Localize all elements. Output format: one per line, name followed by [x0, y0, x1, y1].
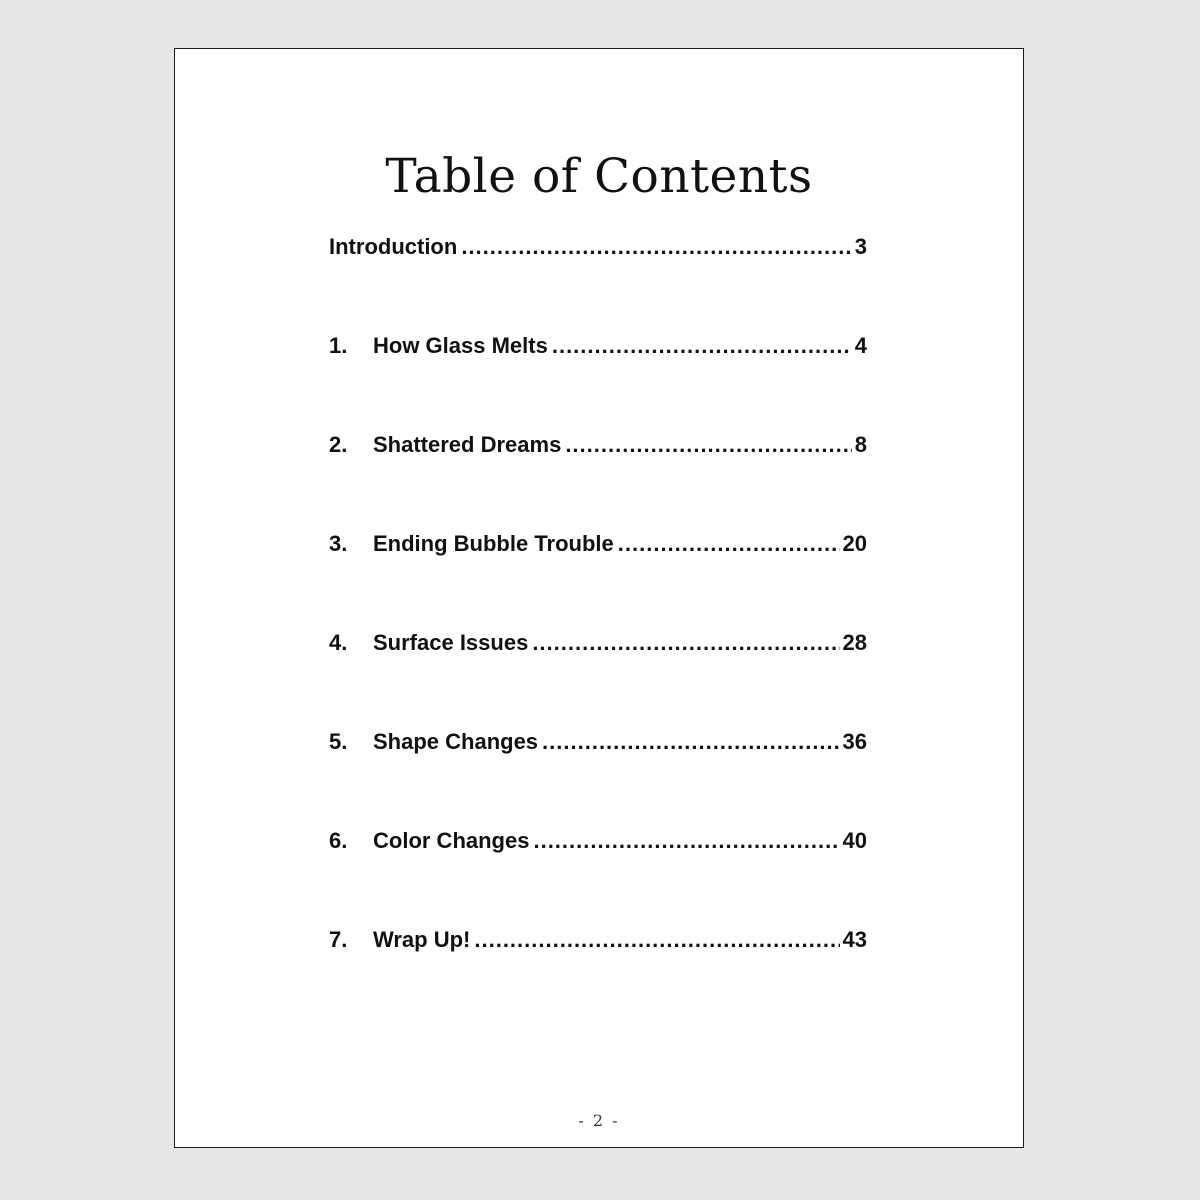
- page-title: Table of Contents: [385, 149, 813, 204]
- toc-entry-number: 4.: [329, 630, 348, 655]
- toc-dot-leader: [461, 227, 851, 267]
- toc-entry-5: [329, 722, 867, 762]
- toc-entry-2: [329, 425, 867, 465]
- toc-entry-1: [329, 326, 867, 366]
- toc-entry-number: 1.: [329, 333, 348, 358]
- page-number: - 2 -: [578, 1111, 620, 1130]
- toc-entry-page: 28: [842, 630, 867, 655]
- toc-entry-page: 40: [842, 828, 867, 853]
- toc-entry-label: Ending Bubble Trouble: [373, 531, 614, 556]
- toc-dot-leader: [565, 425, 851, 465]
- toc-entry-label: How Glass Melts: [373, 333, 548, 358]
- toc-entry-4: [329, 623, 867, 663]
- toc-dot-leader: [542, 722, 839, 762]
- toc-entry-label: Color Changes: [373, 828, 530, 853]
- toc-entry-number: 3.: [329, 531, 348, 556]
- toc-entry-page: 36: [842, 729, 867, 754]
- toc-entry-label: Wrap Up!: [373, 927, 471, 952]
- toc-dot-leader: [618, 524, 840, 564]
- toc-entry-page: 20: [842, 531, 867, 556]
- toc-entry-page: 43: [842, 927, 867, 952]
- toc-entry-label: Surface Issues: [373, 630, 529, 655]
- toc-dot-leader: [474, 920, 839, 960]
- toc-entry-number: 2.: [329, 432, 348, 457]
- toc-dot-leader: [532, 623, 839, 663]
- toc-entry-6: [329, 821, 867, 861]
- toc-entry-number: 6.: [329, 828, 348, 853]
- toc-entry-number: 5.: [329, 729, 348, 754]
- toc-entry-label: Shape Changes: [373, 729, 539, 754]
- toc-entry-page: 4: [854, 333, 867, 358]
- toc-entry-number: 7.: [329, 927, 348, 952]
- toc-entry-introduction: [329, 227, 867, 267]
- toc-entry-label: Shattered Dreams: [373, 432, 562, 457]
- toc-entry-7: [329, 920, 867, 960]
- toc-entry-label: Introduction: [329, 234, 458, 259]
- toc-dot-leader: [552, 326, 852, 366]
- toc-entry-3: [329, 524, 867, 564]
- toc-entry-page: 8: [854, 432, 867, 457]
- toc-entry-page: 3: [854, 234, 867, 259]
- toc-dot-leader: [533, 821, 839, 861]
- document-page: [174, 48, 1024, 1148]
